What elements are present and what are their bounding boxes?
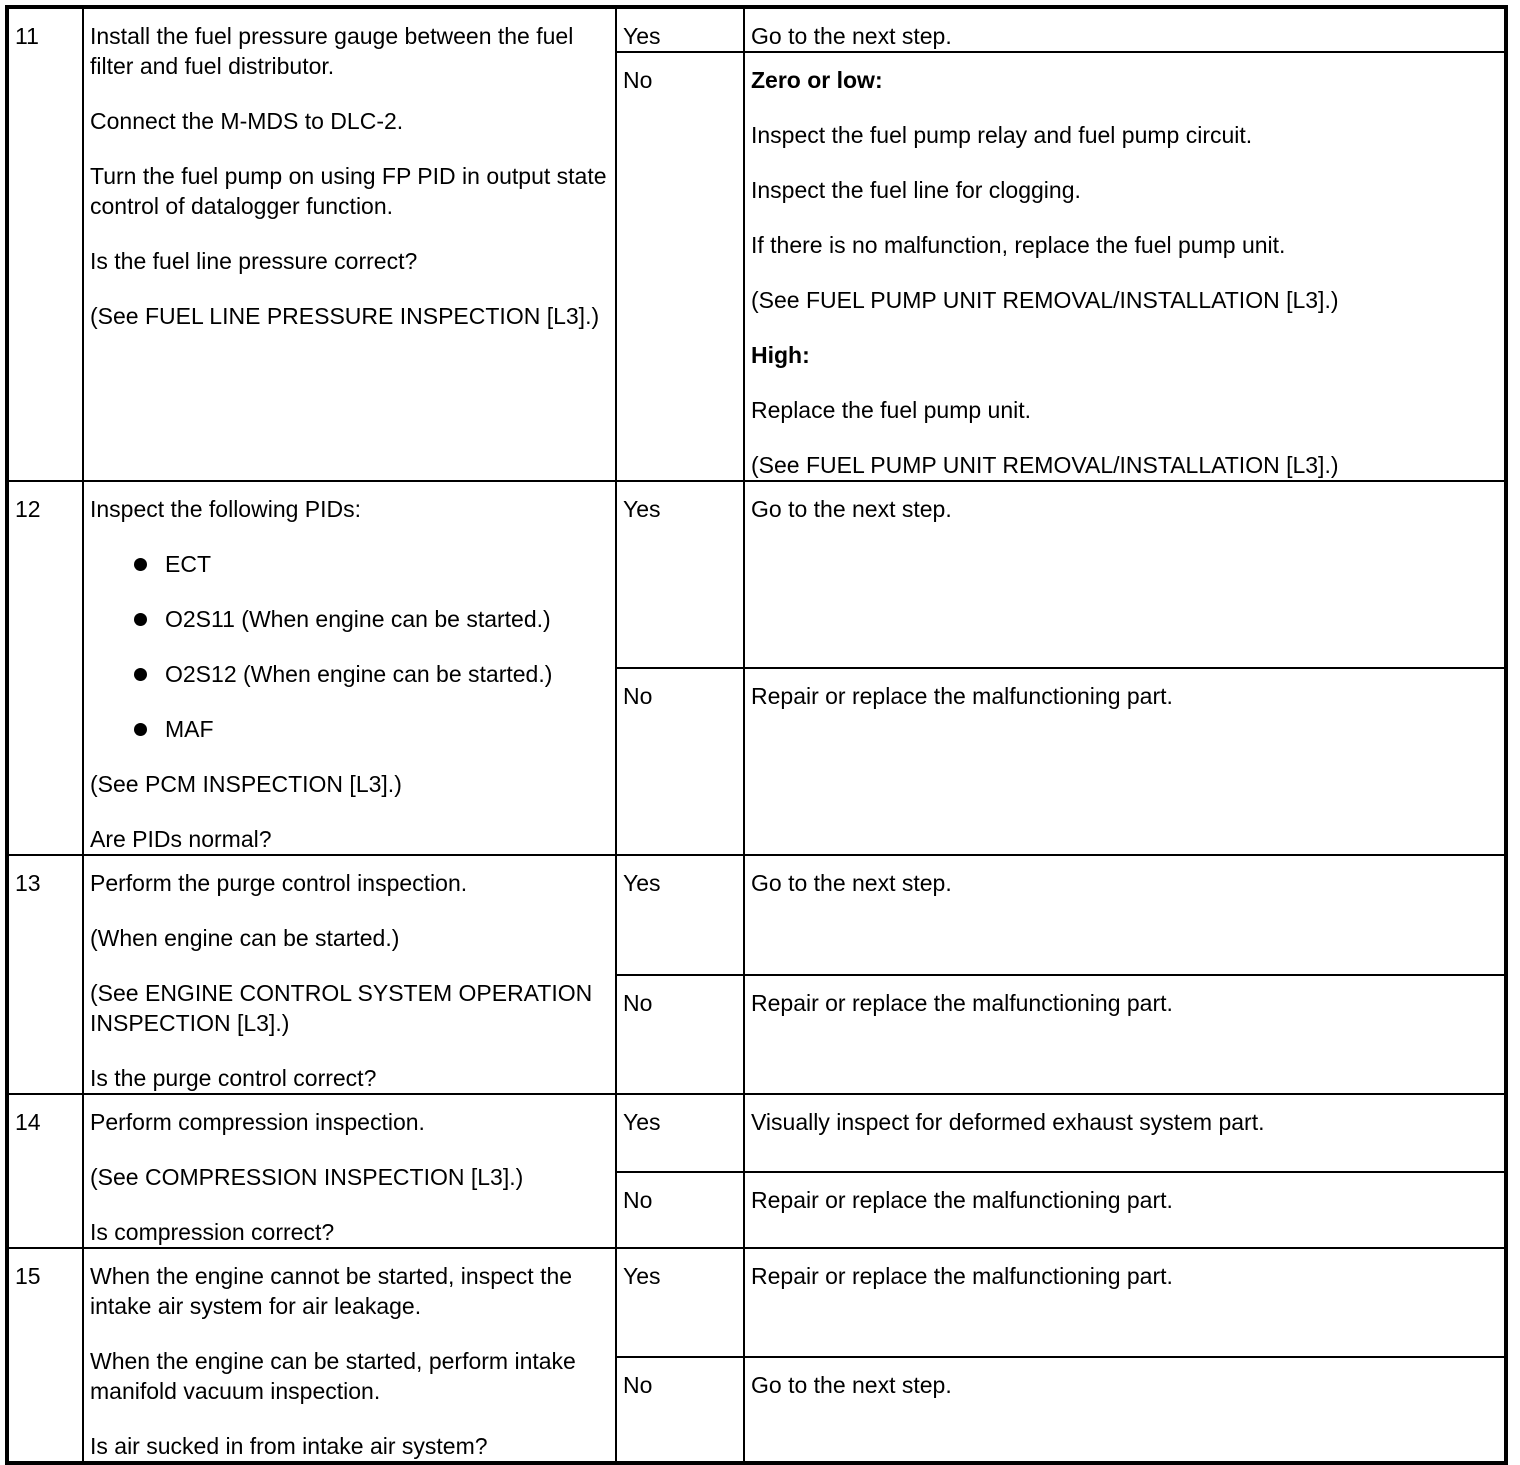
no-result: [744, 1172, 1506, 1248]
action-text: When the engine can be started, perform intake manifold vacuum inspection.: [90, 1348, 576, 1404]
result-reference: (See FUEL PUMP UNIT REMOVAL/INSTALLATION [L3].): [751, 452, 1339, 478]
result-text: Go to the next step.: [751, 496, 952, 522]
step-number: 13: [7, 855, 83, 1094]
yes-result: [744, 1094, 1506, 1172]
step-number: 11: [7, 7, 83, 481]
bullet-icon: [134, 558, 147, 571]
no-label: No: [616, 975, 744, 1095]
pid-list-item: MAF: [130, 714, 609, 744]
action-text: Are PIDs normal?: [90, 826, 272, 852]
step-row: [7, 1248, 1506, 1357]
result-text: Inspect the fuel line for clogging.: [751, 177, 1081, 203]
no-label: No: [616, 668, 744, 855]
step-action: [83, 1248, 616, 1463]
yes-label: Yes: [616, 1094, 744, 1172]
step-row: [7, 481, 1506, 668]
result-text: Repair or replace the malfunctioning part.: [751, 989, 1173, 1016]
result-text: If there is no malfunction, replace the fuel pump unit.: [751, 232, 1286, 258]
yes-result: [744, 481, 1506, 668]
step-action: [83, 481, 616, 855]
action-text: When the engine cannot be started, inspect the intake air system for air leakage.: [90, 1263, 573, 1319]
result-reference: (See FUEL PUMP UNIT REMOVAL/INSTALLATION [L3].): [751, 287, 1339, 313]
action-reference: (See FUEL LINE PRESSURE INSPECTION [L3].): [90, 303, 600, 329]
step-row: [7, 7, 1506, 52]
no-result: [744, 975, 1506, 1095]
diagnostic-procedure-table: [5, 5, 1508, 1465]
step-number: 14: [7, 1094, 83, 1248]
bullet-icon: [134, 668, 147, 681]
action-text: Install the fuel pressure gauge between the fuel filter and fuel distributor.: [90, 23, 574, 79]
bullet-icon: [134, 723, 147, 736]
action-text: Is compression correct?: [90, 1219, 335, 1245]
action-text: Turn the fuel pump on using FP PID in output state control of datalogger function.: [90, 163, 607, 219]
yes-label: Yes: [616, 481, 744, 668]
step-action: [83, 1094, 616, 1248]
step-number: 15: [7, 1248, 83, 1463]
action-text: (When engine can be started.): [90, 925, 400, 951]
no-label: No: [616, 1172, 744, 1248]
no-result: [744, 1357, 1506, 1463]
pid-list: [90, 549, 609, 744]
no-result: [744, 52, 1506, 481]
result-heading: Zero or low:: [751, 67, 883, 93]
pid-list-item: O2S12 (When engine can be started.): [130, 659, 609, 689]
step-action: [83, 7, 616, 481]
result-text: Go to the next step.: [751, 23, 952, 49]
yes-label: Yes: [616, 7, 744, 52]
action-text: Is the fuel line pressure correct?: [90, 248, 418, 274]
result-text: Replace the fuel pump unit.: [751, 397, 1032, 423]
action-text: Perform the purge control inspection.: [90, 870, 468, 896]
result-text: Repair or replace the malfunctioning part.: [751, 683, 1173, 709]
result-text: Inspect the fuel pump relay and fuel pump circuit.: [751, 122, 1253, 148]
action-text: Connect the M-MDS to DLC-2.: [90, 108, 404, 134]
step-number: 12: [7, 481, 83, 855]
result-text: Go to the next step.: [751, 870, 952, 896]
no-result: [744, 668, 1506, 855]
bullet-icon: [134, 613, 147, 626]
action-reference: (See ENGINE CONTROL SYSTEM OPERATION INSPECTION [L3].): [90, 980, 593, 1036]
result-text: Visually inspect for deformed exhaust system part.: [751, 1109, 1265, 1135]
yes-result: [744, 7, 1506, 52]
result-text: Repair or replace the malfunctioning part.: [751, 1187, 1173, 1213]
no-label: No: [616, 1357, 744, 1463]
step-row: [7, 1094, 1506, 1172]
action-text: Is air sucked in from intake air system?: [90, 1433, 488, 1459]
yes-label: Yes: [616, 855, 744, 975]
yes-label: Yes: [616, 1248, 744, 1357]
action-text: Is the purge control correct?: [90, 1065, 377, 1091]
action-text: Perform compression inspection.: [90, 1109, 425, 1135]
action-text: Inspect the following PIDs:: [90, 496, 362, 522]
pid-list-item: ECT: [130, 549, 609, 579]
action-reference: (See PCM INSPECTION [L3].): [90, 771, 402, 797]
yes-result: [744, 855, 1506, 975]
result-text: Repair or replace the malfunctioning part.: [751, 1263, 1173, 1289]
step-row: [7, 855, 1506, 975]
no-label: No: [616, 52, 744, 481]
yes-result: [744, 1248, 1506, 1357]
action-reference: (See COMPRESSION INSPECTION [L3].): [90, 1164, 524, 1190]
result-heading: High:: [751, 342, 810, 368]
step-action: [83, 855, 616, 1094]
pid-list-item: O2S11 (When engine can be started.): [130, 604, 609, 634]
result-text: Go to the next step.: [751, 1371, 952, 1398]
